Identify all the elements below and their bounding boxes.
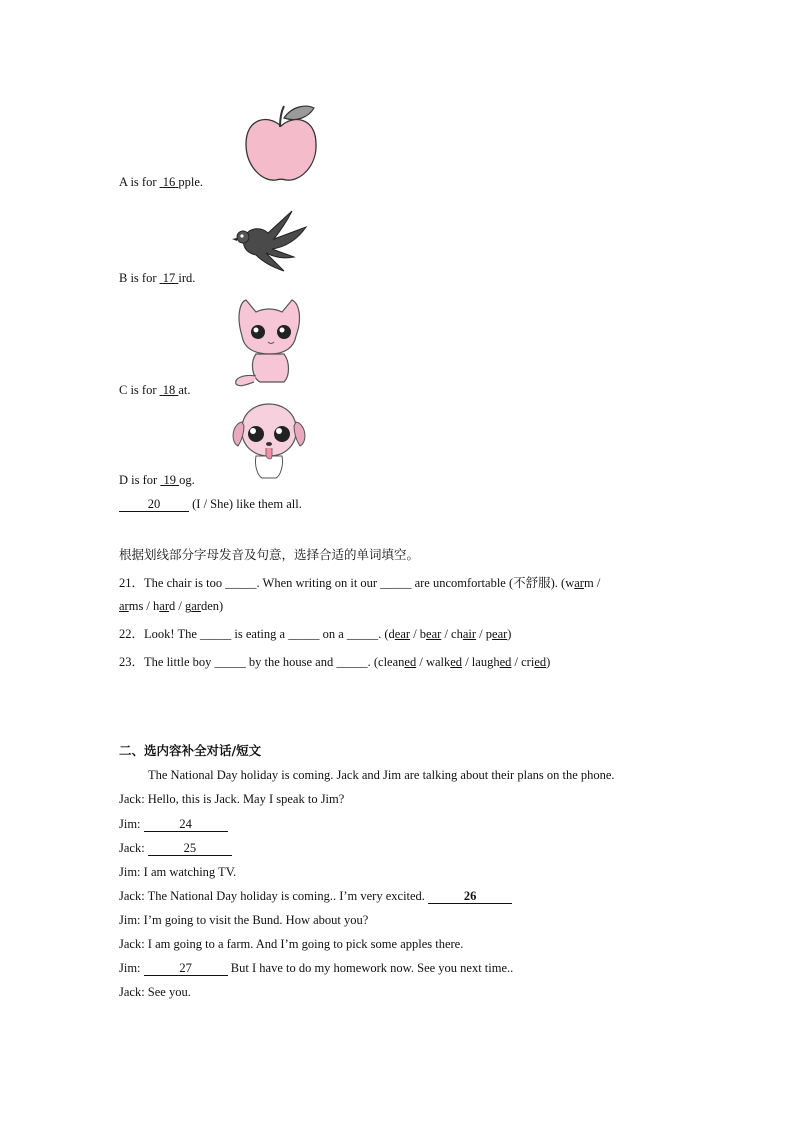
phonics-line-b: B is for 17 ird. [119,271,196,285]
dialogue-line-5: Jack: The National Day holiday is coming.. I’m very excited. 26 [119,889,512,904]
dialogue-line-9: Jack: See you. [119,985,191,999]
blank-16: 16 [162,175,176,189]
dialogue-line-2: Jim: 24 [119,817,228,832]
dialogue-line-4: Jim: I am watching TV. [119,865,237,879]
dialogue-line-3: Jack: 25 [119,841,232,856]
dialogue-line-7: Jack: I am going to a farm. And I’m going to pick some apples there. [119,937,464,951]
dialogue-intro: The National Day holiday is coming. Jack and Jim are talking about their plans on the phone. [148,768,615,782]
phonics-line-a: A is for 16 pple. [119,175,204,189]
blank-20: 20 [119,498,189,512]
blank-18: 18 [162,383,176,397]
dialogue-line-8: Jim: 27 But I have to do my homework now. See you next time.. [119,961,514,975]
blank-24: 24 [144,818,228,832]
phonics-line-d: D is for 19 og. [119,473,195,487]
question-21-line2: arms / hard / garden) [119,599,224,613]
question-20: 20 (I / She) like them all. [119,497,302,512]
dog-picture [228,402,310,482]
section-2-title: 二、选内容补全对话/短文 [119,743,262,758]
question-22: 22．Look! The _____ is eating a _____ on a _____. (dear / bear / chair / pear) [119,627,512,641]
question-21-line1: 21．The chair is too _____. When writing on it our _____ are uncomfortable (不舒服). (warm / [119,576,601,590]
apple-picture [240,100,322,186]
phonics-line-c: C is for 18 at. [119,383,191,397]
blank-19: 19 [163,473,176,487]
dialogue-line-6: Jim: I’m going to visit the Bund. How about you? [119,913,369,927]
section-instruction: 根据划线部分字母发音及句意，选择合适的单词填空。 [119,547,420,562]
blank-26: 26 [428,890,512,904]
cat-picture [230,296,308,388]
dialogue-line-1: Jack: Hello, this is Jack. May I speak to Jim? [119,792,345,806]
bird-picture [228,205,310,277]
blank-27: 27 [144,962,228,976]
blank-25: 25 [148,842,232,856]
blank-17: 17 [162,271,176,285]
question-23: 23．The little boy _____ by the house and _____. (cleaned / walked / laughed / cried) [119,655,551,669]
